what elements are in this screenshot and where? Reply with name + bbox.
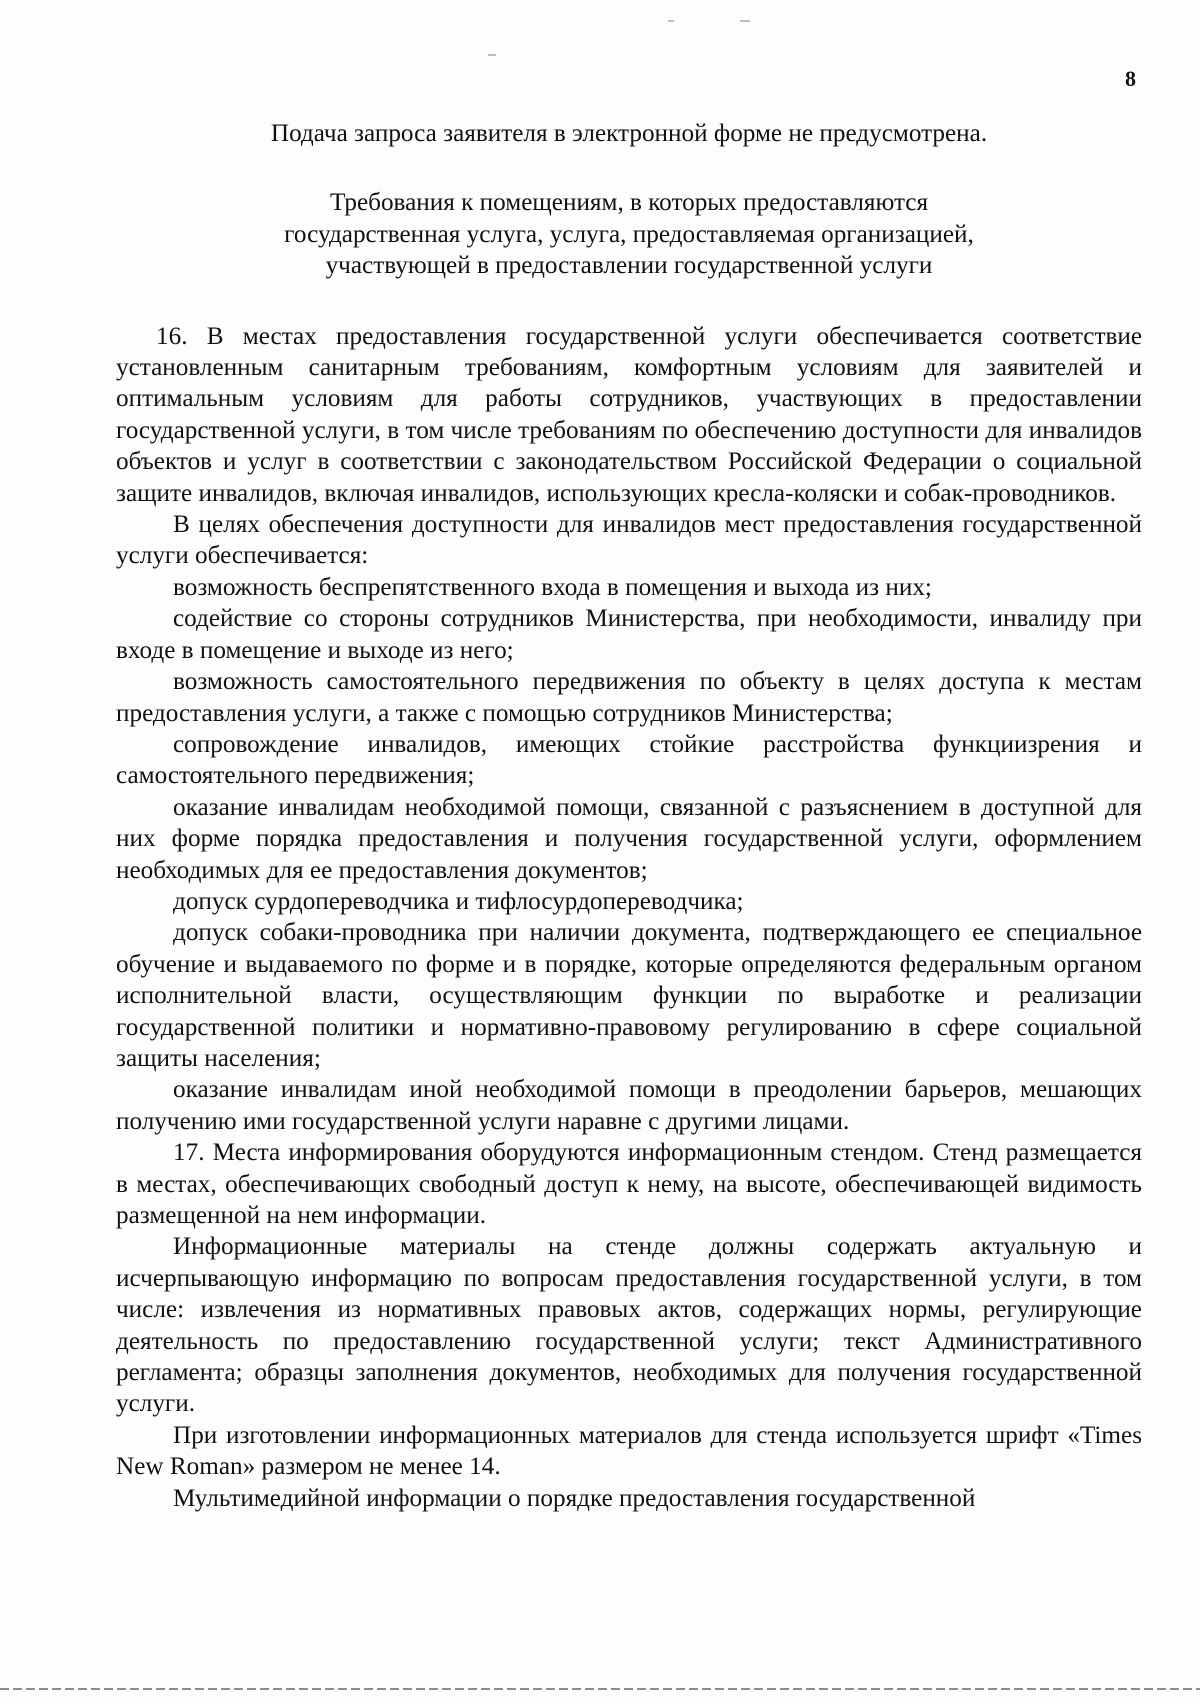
heading-line-1: Требования к помещениям, в которых предоставляются: [329, 189, 929, 217]
paragraph-16: 16. В местах предоставления государственной услуги обеспечивается соответствие установленным санитарным требованиям, комфортным условиям для заявителей и оптимальным условиям для работы сотрудников, участвующих в предоставлении государственной услуги, в том числе требованиям по обеспечению доступности для инвалидов объектов и услуг в соответствии с законодательством Российской Федерации о социальной защите инвалидов, включая инвалидов, использующих кресла-коляски и собак-проводников.: [116, 322, 1142, 507]
scan-speck: [488, 54, 496, 56]
scan-bottom-edge: [0, 1688, 1200, 1690]
paragraph-font-requirement: При изготовлении информационных материалов для стенда используется шрифт «Times New Roman» размером не менее 14.: [116, 1421, 1142, 1481]
paragraph-info-materials: Информационные материалы на стенде должны содержать актуальную и исчерпывающую информацию по вопросам предоставления государственной услуги, в том числе: извлечения из нормативных правовых актов, содержащих нормы, регулирующие деятельность по предоставлению государственной услуги; текст Административного регламента; образцы заполнения документов, необходимых для получения государственной услуги.: [116, 1233, 1142, 1418]
scan-speck: [740, 20, 750, 22]
paragraph-accessibility-intro: В целях обеспечения доступности для инвалидов мест предоставления государственной услуги обеспечивается:: [116, 511, 1142, 570]
document-body: [116, 118, 1142, 1514]
list-item: содействие со стороны сотрудников Министерства, при необходимости, инвалиду при входе в помещение и выходе из него;: [116, 605, 1142, 664]
list-item: возможность самостоятельного передвижения по объекту в целях доступа к местам предоставления услуги, а также с помощью сотрудников Министерства;: [116, 668, 1142, 727]
intro-line: Подача запроса заявителя в электронной форме не предусмотрена.: [270, 120, 988, 147]
paragraph-17: 17. Места информирования оборудуются информационным стендом. Стенд размещается в местах, обеспечивающих свободный доступ к нему, на высоте, обеспечивающей видимость размещенной на нем информации.: [116, 1139, 1142, 1229]
heading-line-2: государственная услуга, услуга, предоставляемая организацией,: [284, 220, 974, 248]
paragraph-multimedia: Мультимедийной информации о порядке предоставления государственной: [173, 1484, 976, 1512]
list-item: допуск собаки-проводника при наличии документа, подтверждающего ее специальное обучение и выдаваемого по форме и в порядке, которые определяются федеральным органом исполнительной власти, осуществляющим функции по выработке и реализации государственной политики и нормативно-правовому регулированию в сфере социальной защиты населения;: [116, 919, 1142, 1072]
list-item: сопровождение инвалидов, имеющих стойкие расстройства функциизрения и самостоятельного передвижения;: [116, 730, 1142, 790]
list-item: допуск сурдопереводчика и тифлосурдопереводчика;: [173, 887, 744, 915]
section-heading: [116, 187, 1142, 281]
list-item: оказание инвалидам иной необходимой помощи в преодолении барьеров, мешающих получению ими государственной услуги наравне с другими лицами.: [116, 1076, 1142, 1135]
list-item: возможность беспрепятственного входа в помещения и выхода из них;: [173, 573, 932, 601]
page-number: 8: [1125, 66, 1136, 91]
scan-speck: [668, 20, 674, 22]
heading-line-3: участвующей в предоставлении государственной услуги: [325, 252, 933, 280]
list-item: оказание инвалидам необходимой помощи, связанной с разъяснением в доступной для них форме порядка предоставления и получения государственной услуги, оформлением необходимых для ее предоставления документов;: [116, 793, 1142, 884]
